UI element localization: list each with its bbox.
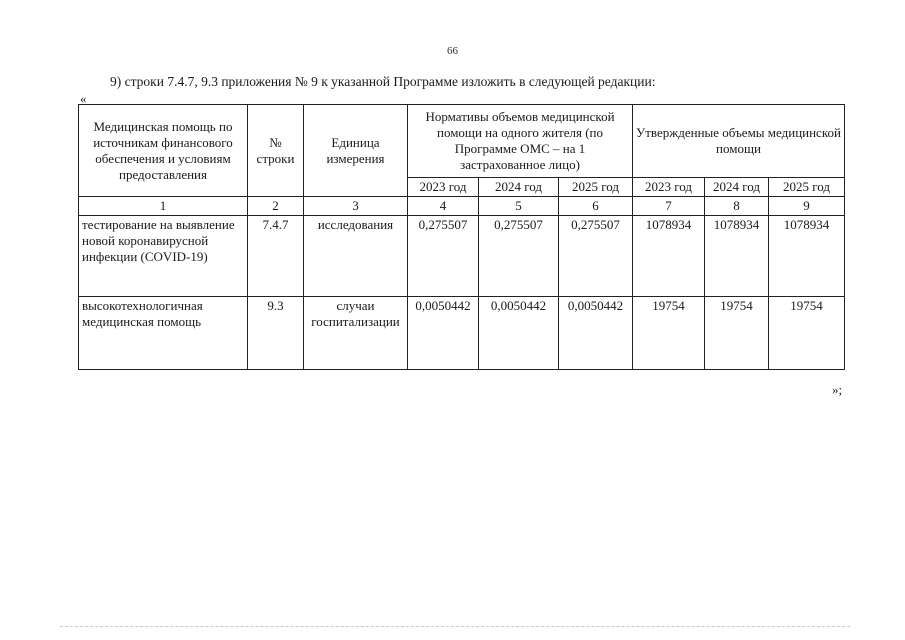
column-number: 2 <box>248 197 304 216</box>
column-number: 5 <box>479 197 559 216</box>
row-norm-2024: 0,275507 <box>479 216 559 297</box>
intro-text: 9) строки 7.4.7, 9.3 приложения № 9 к указанной Программе изложить в следующей редакции: <box>110 74 656 89</box>
header-year: 2025 год <box>559 178 633 197</box>
table-row <box>79 297 845 370</box>
table-row <box>79 216 845 297</box>
row-norm-2025: 0,0050442 <box>559 297 633 370</box>
row-norm-2024: 0,0050442 <box>479 297 559 370</box>
scan-edge-line <box>60 626 850 627</box>
row-line-number: 7.4.7 <box>248 216 304 297</box>
row-volume-2025: 1078934 <box>769 216 845 297</box>
column-number: 1 <box>79 197 248 216</box>
header-care-type: Медицинская помощь по источникам финансового обеспечения и условиям предоставления <box>79 105 248 197</box>
row-volume-2024: 1078934 <box>705 216 769 297</box>
column-number-row <box>79 197 845 216</box>
row-volume-2024: 19754 <box>705 297 769 370</box>
header-approved-volumes: Утвержденные объемы медицинской помощи <box>633 105 845 178</box>
row-volume-2023: 1078934 <box>633 216 705 297</box>
column-number: 8 <box>705 197 769 216</box>
column-number: 6 <box>559 197 633 216</box>
row-care-type: высокотехнологичная медицинская помощь <box>79 297 248 370</box>
page-number: 66 <box>447 45 458 57</box>
column-number: 3 <box>304 197 408 216</box>
header-unit: Единица измерения <box>304 105 408 197</box>
header-line-number: № строки <box>248 105 304 197</box>
open-quote: « <box>80 91 87 106</box>
header-year: 2023 год <box>408 178 479 197</box>
row-volume-2025: 19754 <box>769 297 845 370</box>
row-unit: исследования <box>304 216 408 297</box>
volumes-table <box>78 104 845 370</box>
header-year: 2023 год <box>633 178 705 197</box>
header-year: 2024 год <box>479 178 559 197</box>
column-number: 7 <box>633 197 705 216</box>
column-number: 9 <box>769 197 845 216</box>
header-year: 2025 год <box>769 178 845 197</box>
row-norm-2025: 0,275507 <box>559 216 633 297</box>
row-line-number: 9.3 <box>248 297 304 370</box>
header-norms: Нормативы объемов медицинской помощи на одного жителя (по Программе ОМС – на 1 застрахованное лицо) <box>408 105 633 178</box>
row-volume-2023: 19754 <box>633 297 705 370</box>
row-care-type: тестирование на выявление новой коронавирусной инфекции (COVID-19) <box>79 216 248 297</box>
header-row <box>79 105 845 178</box>
close-quote: »; <box>832 382 843 397</box>
row-norm-2023: 0,0050442 <box>408 297 479 370</box>
row-unit: случаи госпитализации <box>304 297 408 370</box>
header-year: 2024 год <box>705 178 769 197</box>
row-norm-2023: 0,275507 <box>408 216 479 297</box>
column-number: 4 <box>408 197 479 216</box>
